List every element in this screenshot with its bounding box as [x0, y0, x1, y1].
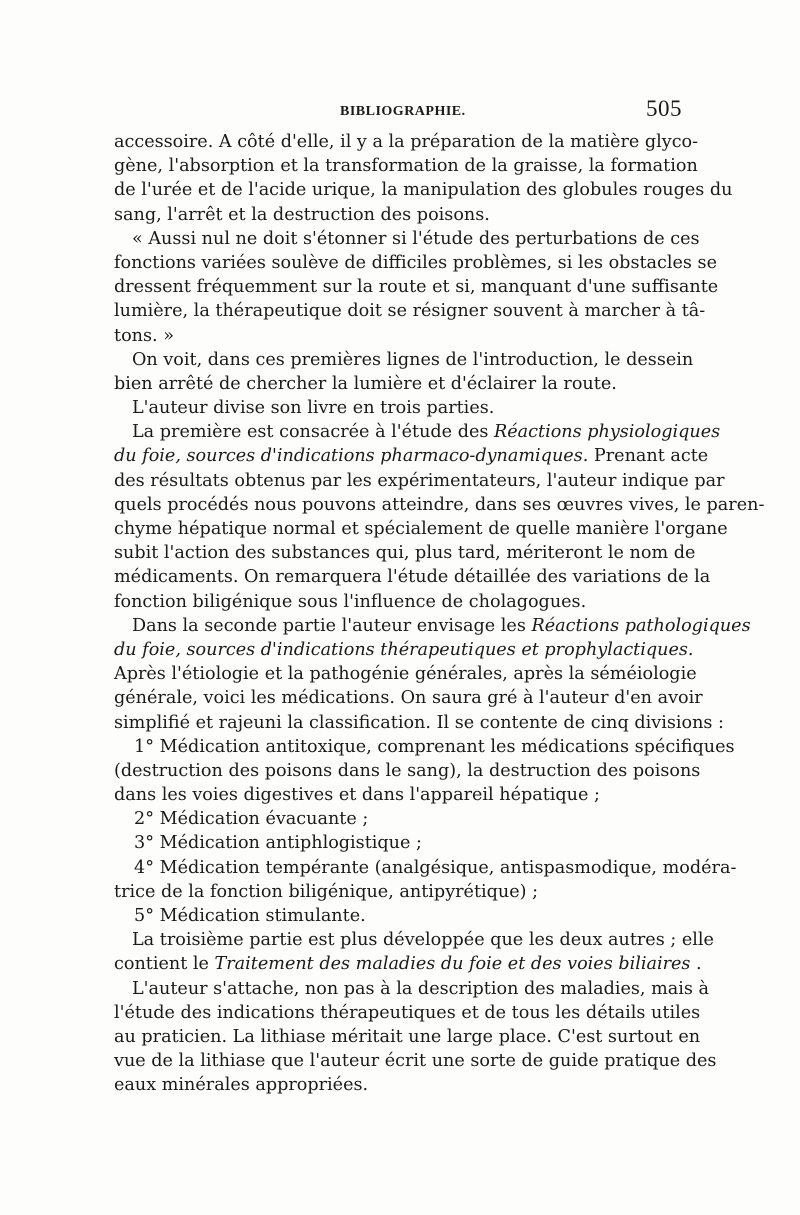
italic-title-run: Réactions pathologiques	[531, 615, 751, 636]
text-line: quels procédés nous pouvons atteindre, dans ses œuvres vives, le paren-	[114, 494, 765, 515]
text-line: sang, l'arrêt et la destruction des poisons.	[114, 204, 490, 225]
text-line: subit l'action des substances qui, plus tard, mériteront le nom de	[114, 543, 696, 564]
text-line: tons. »	[114, 325, 174, 346]
text-line: fonction biligénique sous l'influence de cholagogues.	[114, 591, 587, 612]
text-line: au praticien. La lithiase méritait une large place. C'est surtout en	[114, 1026, 701, 1047]
text-line	[114, 638, 694, 662]
text-line: l'étude des indications thérapeutiques et de tous les détails utiles	[114, 1002, 701, 1023]
italic-title-run: Réactions physiologiques	[494, 422, 721, 443]
italic-title-run: du foie, sources d'indications thérapeutiques et prophylactiques.	[114, 639, 694, 660]
text-line: chyme hépatique normal et spécialement de quelle manière l'organe	[114, 519, 728, 539]
text-line: L'auteur s'attache, non pas à la description des maladies, mais à	[132, 978, 710, 999]
text-line: trice de la fonction biligénique, antipyrétique) ;	[114, 881, 539, 902]
header-title: BIBLIOGRAPHIE.	[340, 104, 466, 119]
text-line: dans les voies digestives et dans l'appareil hépatique ;	[114, 785, 600, 806]
body-text	[114, 130, 765, 1098]
text-line: dressent fréquemment sur la route et si, manquant d'une suffisante	[114, 277, 719, 298]
text-line: L'auteur divise son livre en trois parties.	[132, 398, 495, 419]
text-line: fonctions variées soulève de difficiles problèmes, si les obstacles se	[114, 252, 717, 273]
text-line: vue de la lithiase que l'auteur écrit une sorte de guide pratique des	[114, 1051, 717, 1072]
text-run: Prenant acte	[588, 446, 709, 467]
text-line: de l'urée et de l'acide urique, la manipulation des globules rouges du	[114, 180, 733, 201]
text-line: (destruction des poisons dans le sang), la destruction des poisons	[114, 760, 701, 781]
list-item: 1° Médication antitoxique, comprenant les médications spécifiques	[134, 736, 735, 757]
text-line	[114, 952, 702, 976]
text-line: des résultats obtenus par les expérimentateurs, l'auteur indique par	[114, 470, 725, 491]
text-line: générale, voici les médications. On saura gré à l'auteur d'en avoir	[114, 688, 703, 709]
page-number: 505	[646, 96, 682, 121]
text-line: La troisième partie est plus développée que les deux autres ; elle	[132, 930, 714, 951]
list-item: 3° Médication antiphlogistique ;	[134, 833, 422, 854]
text-line	[114, 444, 709, 468]
text-line	[114, 420, 721, 444]
text-line: accessoire. A côté d'elle, il y a la préparation de la matière glyco-	[114, 132, 699, 152]
text-line: bien arrêté de chercher la lumière et d'éclairer la route.	[114, 373, 617, 394]
running-head	[116, 96, 682, 124]
italic-title-run: Traitement des maladies du foie et des voies biliaires	[214, 954, 691, 975]
text-line: gène, l'absorption et la transformation de la graisse, la formation	[114, 156, 698, 177]
text-run: .	[690, 954, 702, 975]
text-line: eaux minérales appropriées.	[114, 1075, 369, 1096]
italic-title-run: du foie, sources d'indications pharmaco-dynamiques.	[114, 446, 589, 467]
text-line	[114, 614, 751, 638]
text-run: Dans la seconde partie l'auteur envisage les	[132, 615, 532, 636]
text-line: On voit, dans ces premières lignes de l'introduction, le dessein	[132, 349, 694, 370]
text-line: lumière, la thérapeutique doit se résigner souvent à marcher à tâ-	[114, 301, 706, 322]
list-item: 4° Médication tempérante (analgésique, antispasmodique, modéra-	[134, 857, 737, 878]
list-item: 2° Médication évacuante ;	[134, 809, 369, 830]
text-line: « Aussi nul ne doit s'étonner si l'étude des perturbations de ces	[132, 228, 700, 249]
list-item: 5° Médication stimulante.	[134, 906, 366, 926]
text-line: simplifié et rajeuni la classification. Il se contente de cinq divisions :	[114, 712, 724, 733]
text-run: La première est consacrée à l'étude des	[132, 422, 494, 443]
text-line: médicaments. On remarquera l'étude détaillée des variations de la	[114, 567, 711, 588]
text-run: contient le	[114, 954, 215, 975]
text-line: Après l'étiologie et la pathogénie générales, après la séméiologie	[114, 664, 697, 685]
